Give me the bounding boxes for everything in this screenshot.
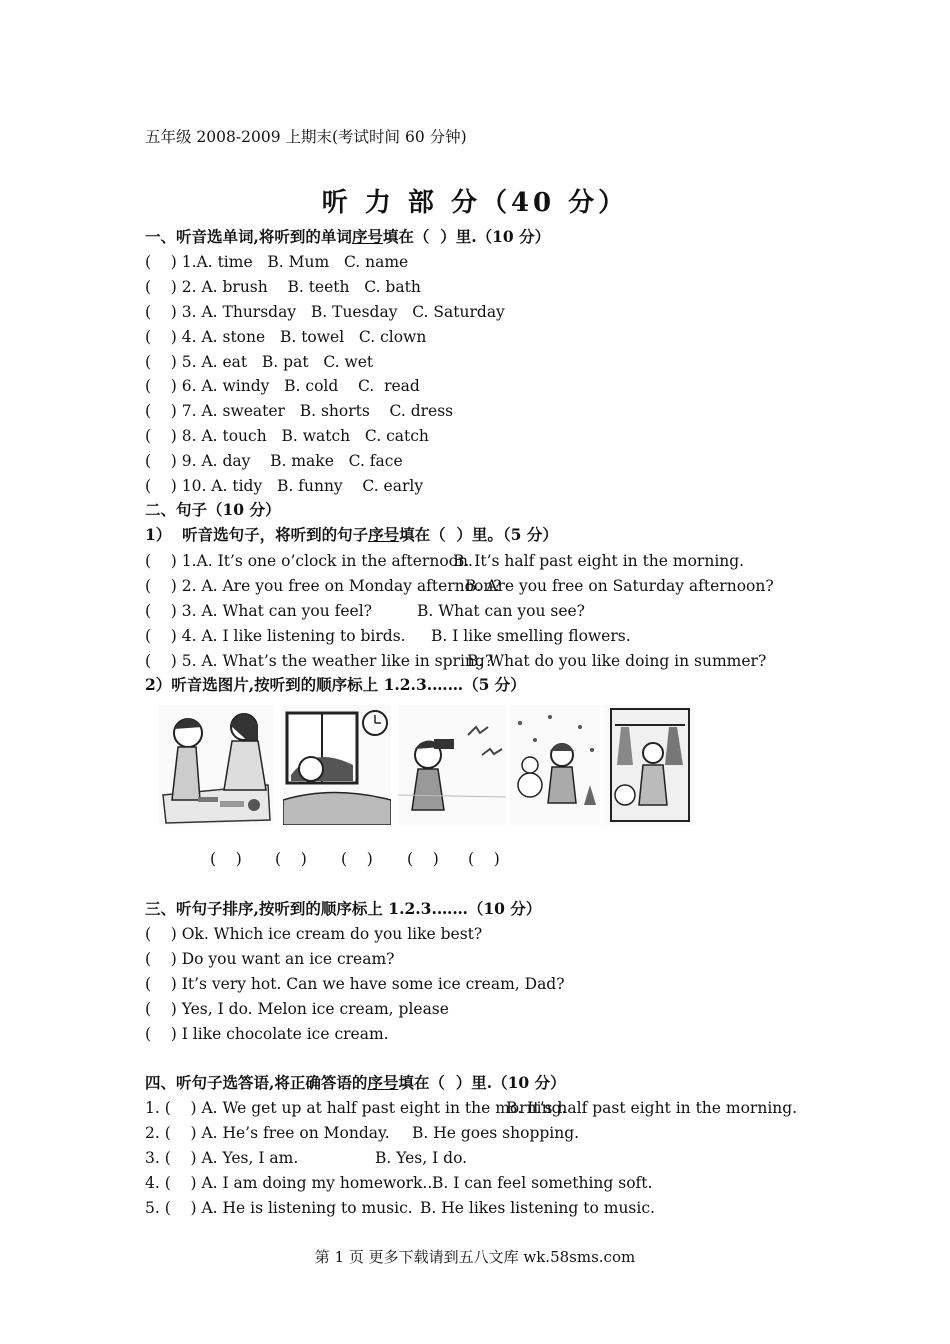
section-2-heading: 二、句子（10 分） <box>145 500 281 519</box>
section-3-heading: 三、听句子排序,按听到的顺序标上 1.2.3.……（10 分） <box>145 899 542 918</box>
s1-question: ( ) 6. A. windy B. cold C. read <box>145 377 420 395</box>
s3-sentence: ( ) It’s very hot. Can we have some ice cream, Dad? <box>145 975 565 993</box>
s3-sentence: ( ) I like chocolate ice cream. <box>145 1025 389 1043</box>
s1-question: ( ) 5. A. eat B. pat C. wet <box>145 353 374 371</box>
s2-question: ( ) 5. A. What’s the weather like in spring? B. What do you like doing in summer? <box>145 652 767 670</box>
page-title: 听 力 部 分（40 分） <box>321 188 629 218</box>
s3-sentence: ( ) Ok. Which ice cream do you like best? <box>145 925 483 943</box>
s1-question: ( ) 4. A. stone B. towel C. clown <box>145 328 427 346</box>
s4-question: 4. ( ) A. I am doing my homework.. B. I can feel something soft. <box>145 1174 653 1192</box>
s1-question: ( ) 2. A. brush B. teeth C. bath <box>145 278 421 296</box>
s2-question: ( ) 4. A. I like listening to birds. B. I like smelling flowers. <box>145 627 631 645</box>
picture-snowman-winter <box>510 705 600 825</box>
s2-question: ( ) 1.A. It’s one o’clock in the afternoon. B. It’s half past eight in the morning. <box>145 552 745 570</box>
page-footer: 第 1 页 更多下载请到五八文库 wk.58sms.com <box>314 1248 636 1266</box>
s1-question: ( ) 8. A. touch B. watch C. catch <box>145 427 429 445</box>
picture-girls-at-table <box>158 705 274 825</box>
section-4-heading: 四、听句子选答语,将正确答语的序号填在（ ）里.（10 分） <box>145 1073 566 1092</box>
section-1-heading: 一、听音选单词,将听到的单词序号填在（ ）里.（10 分） <box>145 227 551 246</box>
picture-answer-blank[interactable]: ( ) <box>407 850 439 868</box>
s4-question: 2. ( ) A. He’s free on Monday. B. He goes shopping. <box>145 1124 580 1142</box>
s1-question: ( ) 7. A. sweater B. shorts C. dress <box>145 402 454 420</box>
s4-question: 1. ( ) A. We get up at half past eight in the morning. B. It’s half past eight in the morning. <box>145 1099 798 1117</box>
s1-question: ( ) 9. A. day B. make C. face <box>145 452 403 470</box>
picture-answer-blank[interactable]: ( ) <box>341 850 373 868</box>
exam-header: 五年级 2008-2009 上期末(考试时间 60 分钟) <box>145 128 467 146</box>
picture-strip <box>158 705 698 825</box>
picture-answer-blank[interactable]: ( ) <box>468 850 500 868</box>
section-2-sub1-heading: 1） 听音选句子，将听到的句子序号填在（ ）里。（5 分） <box>145 525 558 544</box>
picture-answer-blank[interactable]: ( ) <box>210 850 242 868</box>
section-2-sub2-heading: 2）听音选图片,按听到的顺序标上 1.2.3.……（5 分） <box>145 675 526 694</box>
s2-question: ( ) 3. A. What can you feel? B. What can you see? <box>145 602 585 620</box>
s3-sentence: ( ) Yes, I do. Melon ice cream, please <box>145 1000 449 1018</box>
picture-window-clock <box>283 705 391 825</box>
picture-wardrobe-clothes <box>603 705 695 825</box>
picture-binoculars-birds <box>398 705 506 825</box>
s4-question: 5. ( ) A. He is listening to music. B. He likes listening to music. <box>145 1199 655 1217</box>
s1-question: ( ) 3. A. Thursday B. Tuesday C. Saturday <box>145 303 505 321</box>
s3-sentence: ( ) Do you want an ice cream? <box>145 950 395 968</box>
s1-question: ( ) 10. A. tidy B. funny C. early <box>145 477 424 495</box>
s2-question: ( ) 2. A. Are you free on Monday afternoon? B. Are you free on Saturday afternoon? <box>145 577 774 595</box>
s4-question: 3. ( ) A. Yes, I am. B. Yes, I do. <box>145 1149 468 1167</box>
picture-answer-blank[interactable]: ( ) <box>275 850 307 868</box>
s1-question: ( ) 1.A. time B. Mum C. name <box>145 253 409 271</box>
